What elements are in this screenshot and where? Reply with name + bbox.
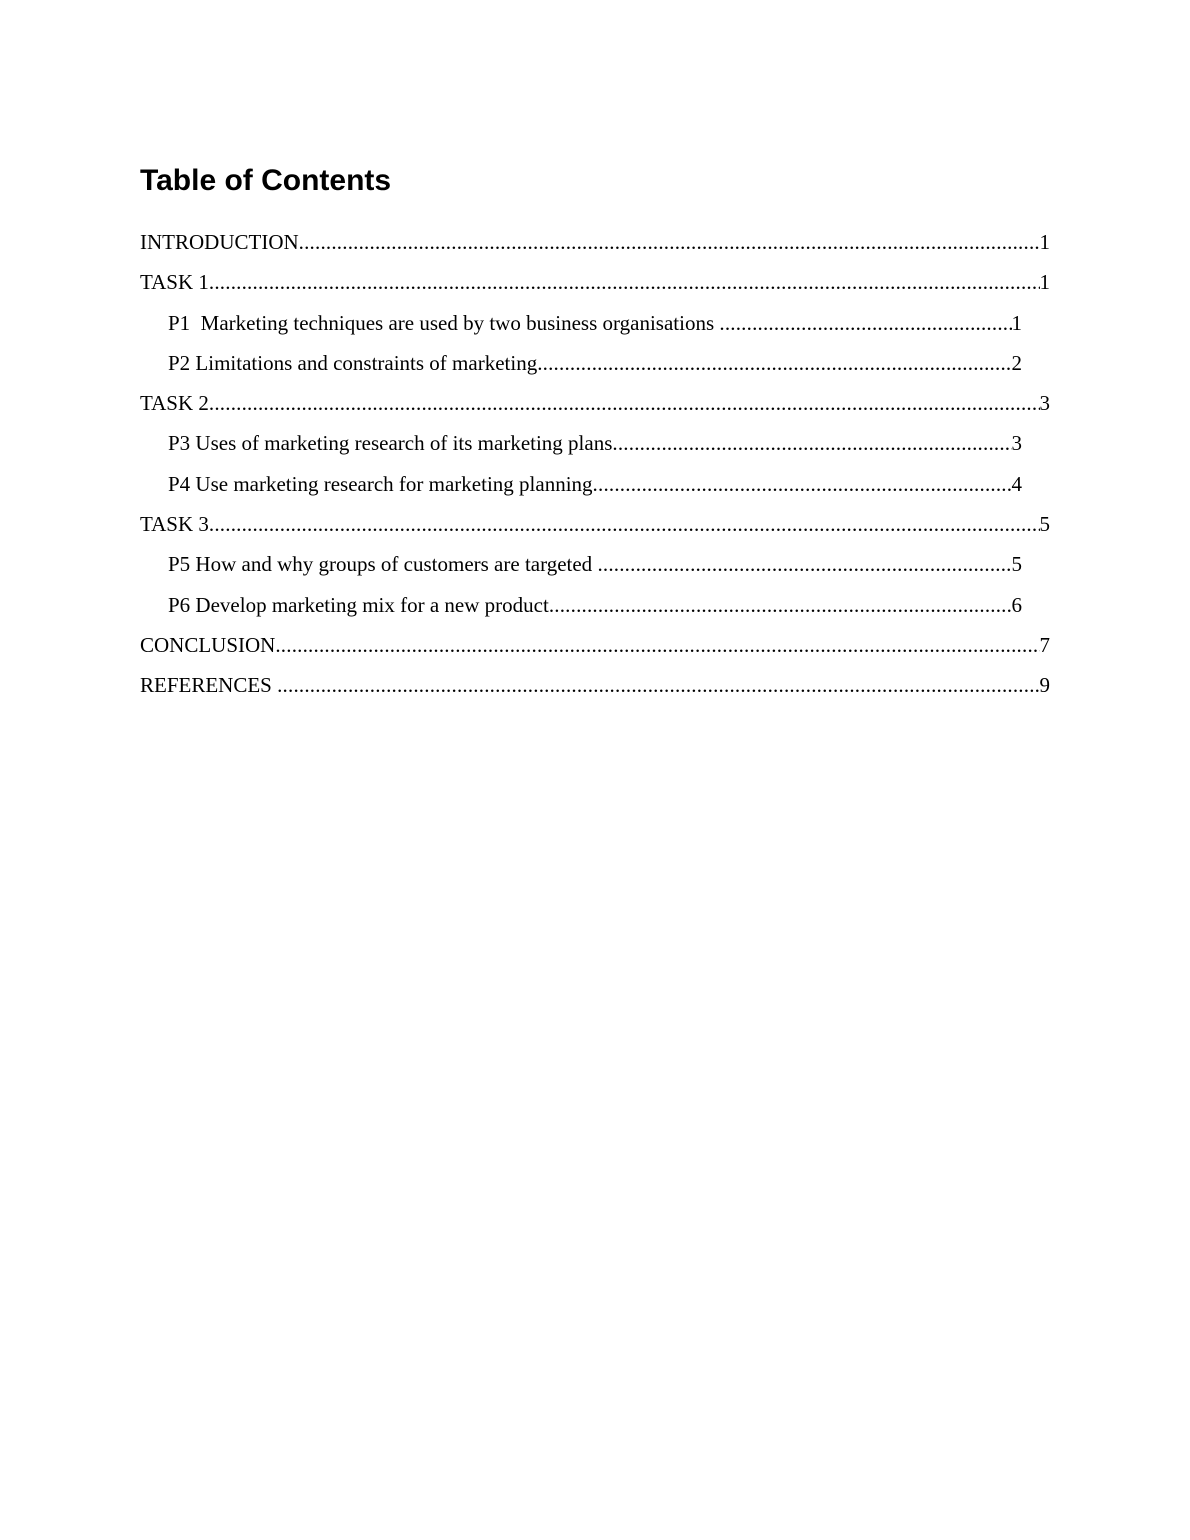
toc-page-number: 9 xyxy=(1039,673,1050,698)
toc-dot-leader xyxy=(719,309,1011,337)
toc-dot-leader xyxy=(549,591,1012,619)
toc-entry-title: P1 Marketing techniques are used by two business organisations xyxy=(168,310,720,335)
toc-dot-leader xyxy=(537,349,1011,377)
toc-page-number: 1 xyxy=(1039,230,1050,254)
toc-page-number: 2 xyxy=(1011,350,1022,375)
toc-entry-title: CONCLUSION xyxy=(140,632,276,657)
toc-page-number: 5 xyxy=(1011,552,1022,577)
toc-entry-title: P2 Limitations and constraints of marketing xyxy=(168,350,538,375)
toc-entry-title: REFERENCES xyxy=(140,673,278,698)
toc-dot-leader xyxy=(275,631,1039,659)
toc-entry-p5[interactable] xyxy=(168,550,1022,590)
toc-page-number: 3 xyxy=(1011,431,1022,456)
toc-entry-title: TASK 3 xyxy=(140,512,209,537)
toc-entry-p1[interactable] xyxy=(168,309,1022,349)
toc-page-number: 1 xyxy=(1011,310,1022,335)
toc-dot-leader xyxy=(209,510,1040,538)
toc-dot-leader xyxy=(277,671,1039,699)
toc-entry-p6[interactable] xyxy=(168,591,1022,631)
toc-heading: Table of Contents xyxy=(140,164,392,197)
toc-dot-leader xyxy=(612,429,1011,457)
toc-entry-title: TASK 2 xyxy=(140,391,209,416)
toc-entry-task-1[interactable] xyxy=(140,268,1050,308)
toc-list xyxy=(140,228,1050,712)
toc-entry-title: P4 Use marketing research for marketing planning xyxy=(168,471,593,496)
toc-entry-p3[interactable] xyxy=(168,429,1022,469)
toc-entry-p2[interactable] xyxy=(168,349,1022,389)
toc-entry-title: INTRODUCTION xyxy=(140,230,299,254)
toc-entry-conclusion[interactable] xyxy=(140,631,1050,671)
toc-entry-task-3[interactable] xyxy=(140,510,1050,550)
toc-page-number: 6 xyxy=(1011,592,1022,617)
toc-page-number: 4 xyxy=(1011,471,1022,496)
toc-entry-p4[interactable] xyxy=(168,470,1022,510)
toc-dot-leader xyxy=(597,550,1011,578)
toc-dot-leader xyxy=(593,470,1012,498)
toc-page-number: 3 xyxy=(1039,391,1050,416)
toc-entry-references[interactable] xyxy=(140,671,1050,711)
toc-entry-title: P5 How and why groups of customers are targeted xyxy=(168,552,598,577)
toc-entry-title: P6 Develop marketing mix for a new product xyxy=(168,592,549,617)
toc-entry-title: TASK 1 xyxy=(140,270,209,295)
toc-dot-leader xyxy=(299,228,1040,256)
toc-entry-task-2[interactable] xyxy=(140,389,1050,429)
toc-page-number: 7 xyxy=(1039,632,1050,657)
toc-page-number: 5 xyxy=(1039,512,1050,537)
toc-page-number: 1 xyxy=(1039,270,1050,295)
toc-entry-title: P3 Uses of marketing research of its marketing plans xyxy=(168,431,613,456)
toc-dot-leader xyxy=(209,389,1040,417)
toc-entry-introduction[interactable] xyxy=(140,228,1050,268)
toc-dot-leader xyxy=(209,268,1040,296)
